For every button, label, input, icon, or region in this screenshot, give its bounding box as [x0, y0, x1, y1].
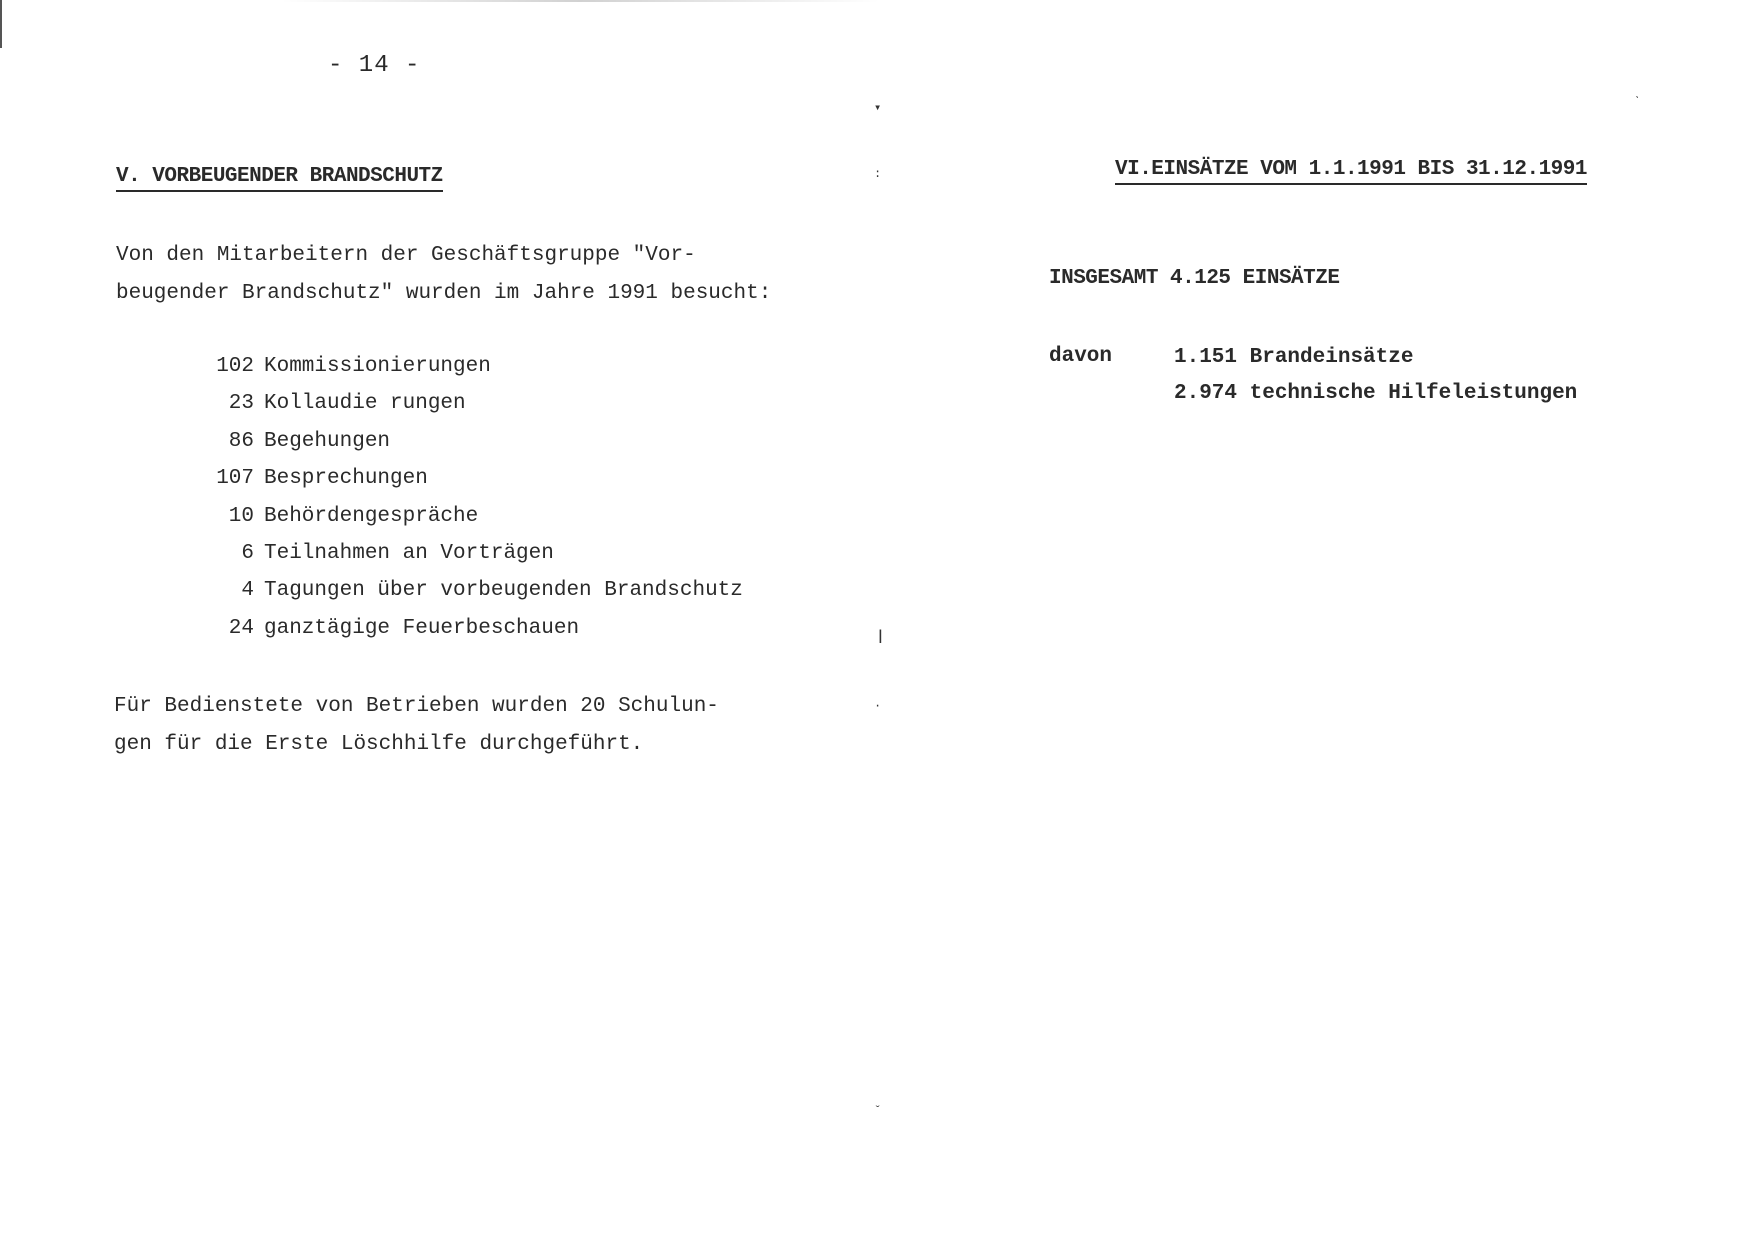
activity-list: [200, 348, 743, 647]
section-heading: VI.EINSÄTZE VOM 1.1.1991 BIS 31.12.1991: [1115, 158, 1587, 185]
scan-speck: ·: [874, 699, 882, 713]
item-label: Brandeinsätze: [1249, 346, 1414, 369]
scan-speck: ˇ: [874, 1104, 882, 1118]
list-item: [200, 423, 743, 460]
section-heading: V. VORBEUGENDER BRANDSCHUTZ: [116, 165, 443, 192]
item-count: 6: [241, 541, 254, 565]
list-item: [200, 460, 743, 497]
outro-line: gen für die Erste Löschhilfe durchgeführt.: [114, 733, 644, 756]
scan-speck: ▾: [874, 101, 882, 115]
deployment-breakdown: [1174, 340, 1577, 412]
item-count: 4: [241, 579, 254, 603]
list-item: [200, 348, 743, 385]
list-item: [1174, 340, 1577, 376]
intro-paragraph: [116, 237, 771, 313]
item-count: 10: [228, 504, 254, 528]
list-item: [200, 535, 743, 572]
item-label: Kommissionierungen: [264, 355, 491, 378]
item-label: Kollaudie rungen: [264, 392, 466, 416]
scan-speck: ǀ: [875, 629, 886, 649]
davon-label: davon: [1049, 345, 1113, 368]
list-item: [200, 385, 743, 422]
item-label: Tagungen über vorbeugenden Brandschutz: [264, 579, 743, 603]
scan-speck: :: [874, 167, 882, 181]
list-item: [1174, 376, 1577, 412]
item-count: 86: [228, 429, 254, 453]
item-count: 1.151: [1174, 346, 1238, 369]
list-item: [200, 498, 743, 535]
item-label: Begehungen: [264, 429, 391, 453]
outro-line: Für Bedienstete von Betrieben wurden 20 Schulun-: [114, 695, 719, 718]
item-count: 107: [216, 467, 254, 491]
scan-speck: ˋ: [1634, 95, 1642, 109]
item-count: 24: [228, 616, 254, 640]
item-label: ganztägige Feuerbeschauen: [264, 616, 580, 640]
item-count: 2.974: [1174, 382, 1238, 405]
list-item: [200, 610, 743, 647]
total-deployments: INSGESAMT 4.125 EINSÄTZE: [1049, 267, 1340, 290]
item-label: Besprechungen: [264, 467, 428, 491]
item-count: 102: [216, 355, 254, 378]
intro-line: Von den Mitarbeitern der Geschäftsgruppe "Vor-: [116, 244, 696, 267]
page-number: - 14 -: [328, 52, 421, 79]
intro-line: beugender Brandschutz" wurden im Jahre 1991 besucht:: [116, 282, 772, 305]
right-page: [869, 0, 1738, 1240]
item-label: technische Hilfeleistungen: [1249, 382, 1578, 405]
training-paragraph: [114, 688, 719, 764]
item-count: 23: [228, 392, 254, 416]
list-item: [200, 572, 743, 609]
item-label: Behördengespräche: [264, 504, 479, 528]
item-label: Teilnahmen an Vorträgen: [264, 541, 554, 565]
